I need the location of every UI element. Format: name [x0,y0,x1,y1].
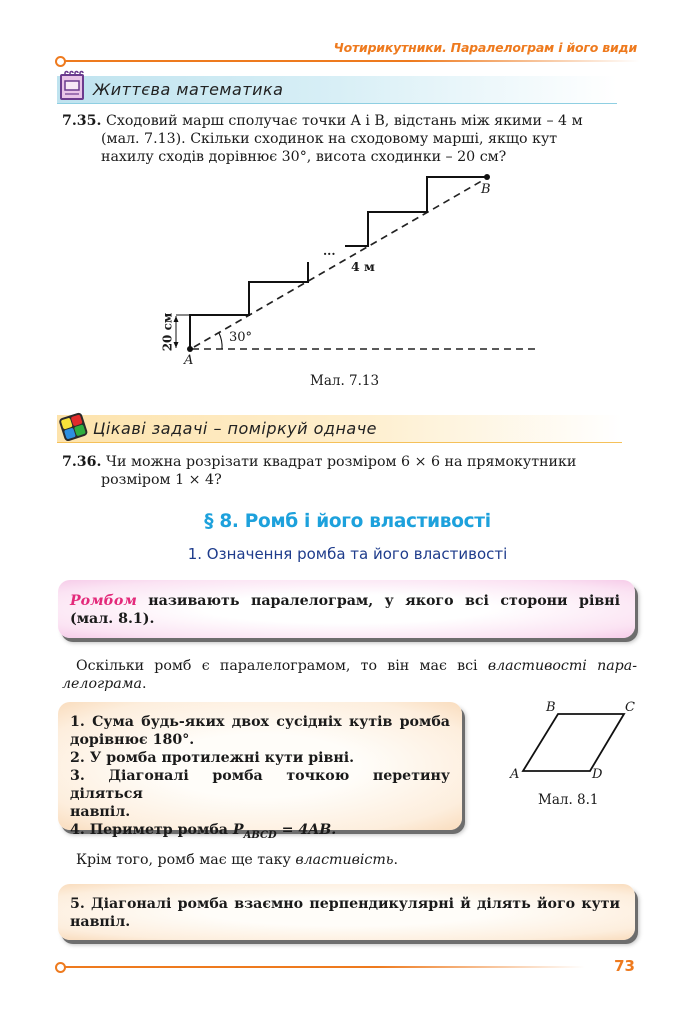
property-3-line2: навпіл. [70,804,131,820]
figure-caption: Мал. 7.13 [310,373,380,389]
paragraph-parallelogram: Оскільки ромб є паралелограмом, то він має всі властивості пара- лелограма. [62,658,637,692]
property-3-line1: 3. Діагоналі ромба точкою перетину діляться [70,768,450,802]
definition-text-line2: (мал. 8.1). [70,611,155,627]
label-length: 4 м [351,259,375,274]
label-angle: 30° [229,330,253,345]
problem-line: нахилу сходів дорівнює 30°, висота сходинки – 20 см? [101,149,507,165]
running-title: Чотирикутники. Паралелограм і його види [333,40,637,55]
problem-line: (мал. 7.13). Скільки сходинок на сходовому марші, якщо кут [101,131,558,147]
footer-rule [65,966,585,968]
page-number: 73 [614,957,635,975]
rhombus-label-b: B [546,700,556,715]
label-point-a: A [184,353,194,368]
problem-number: 7.35. [62,113,102,129]
subsection-title: 1. Означення ромба та його властивості [187,545,508,563]
label-20cm: 20 см [160,312,175,352]
band-title: Життєва математика [93,80,284,99]
property-1-line2: дорівнює 180°. [70,732,195,748]
property-5-line2: навпіл. [70,914,131,930]
property-1-line1: 1. Сума будь-яких двох сусідніх кутів ромба [70,714,450,730]
ellipsis: ... [323,244,336,258]
problem-line: Сходовий марш сполучає точки A і B, відстань між якими – 4 м [106,113,583,129]
rhombus-label-d: D [592,767,603,782]
property-5-line1: 5. Діагоналі ромба взаємно перпендикулярні й ділять його кути [70,896,620,912]
property-5-box [58,884,635,940]
rhombus-label-c: C [625,700,635,715]
definition-term: Ромбом [70,593,137,609]
band-title: Цікаві задачі – поміркуй одначе [93,419,377,438]
figure-caption: Мал. 8.1 [538,792,599,808]
problem-number: 7.36. [62,454,102,470]
section-title: § 8. Ромб і його властивості [204,511,491,532]
property-4: 4. Периметр ромба $P_{ABCD} = 4AB$. [70,822,337,841]
paragraph-extra-property: Крім того, ромб має ще таку властивість. [76,852,399,868]
label-point-b: B [481,182,491,197]
property-2: 2. У ромба протилежні кути рівні. [70,750,355,766]
rhombus-label-a: A [510,767,520,782]
definition-text: називають паралелограм, у якого всі сторони рівні [136,593,620,609]
problem-line: розміром 1 × 4? [101,472,222,488]
problem-line: Чи можна розрізати квадрат розміром 6 × 6 на прямокутники [106,454,577,470]
